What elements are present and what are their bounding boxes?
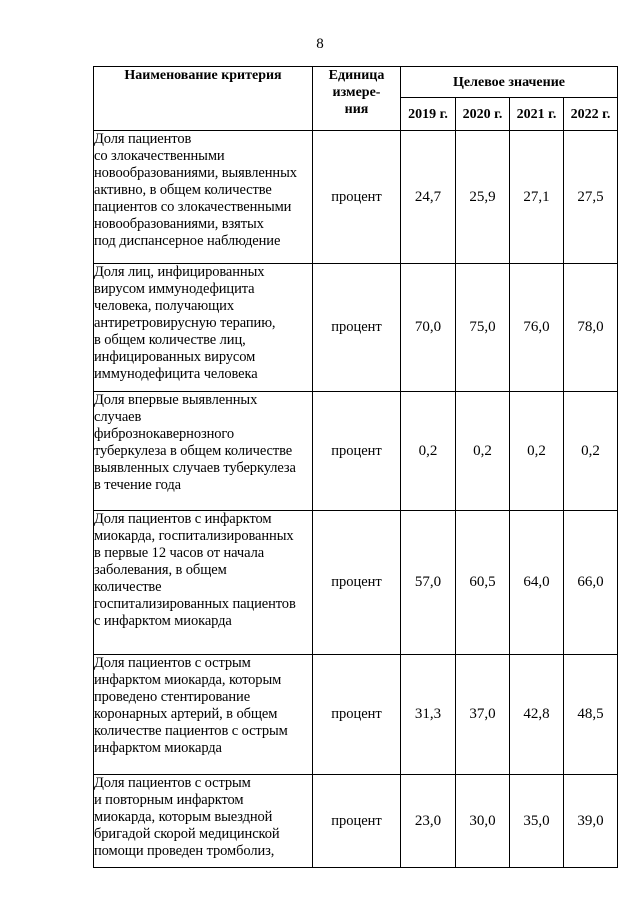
- criterion-line: проведено стентирование: [94, 689, 251, 705]
- criterion-line: миокарда, которым выездной: [94, 809, 273, 825]
- criterion-line: Доля лиц, инфицированных: [94, 264, 265, 280]
- value-cell: 66,0: [564, 511, 618, 655]
- criterion-line: активно, в общем количестве: [94, 182, 272, 198]
- value-cell: 25,9: [456, 131, 510, 264]
- value-cell: 70,0: [401, 264, 456, 392]
- criterion-line: в течение года: [94, 477, 182, 493]
- value-cell: 24,7: [401, 131, 456, 264]
- criterion-line: инфарктом миокарда, которым: [94, 672, 282, 688]
- value-cell: 0,2: [401, 392, 456, 511]
- unit-cell: процент: [313, 775, 401, 868]
- criterion-line: фибрознокавернозного: [94, 426, 235, 442]
- table-row: [94, 655, 618, 775]
- criterion-line: Доля пациентов: [94, 131, 192, 147]
- criterion-line: новообразованиями, выявленных: [94, 165, 297, 181]
- header-unit: [313, 67, 401, 131]
- header-unit-line: ния: [344, 102, 369, 117]
- value-cell: 27,5: [564, 131, 618, 264]
- table-row: [94, 775, 618, 868]
- criterion-line: человека, получающих: [94, 298, 234, 314]
- unit-cell: процент: [313, 131, 401, 264]
- criterion-line: новообразованиями, взятых: [94, 216, 264, 232]
- unit-cell: процент: [313, 655, 401, 775]
- value-cell: 0,2: [456, 392, 510, 511]
- criterion-line: пациентов со злокачественными: [94, 199, 292, 215]
- criterion-line: в общем количестве лиц,: [94, 332, 246, 348]
- value-cell: 31,3: [401, 655, 456, 775]
- header-year: 2022 г.: [564, 98, 618, 131]
- criterion-line: и повторным инфарктом: [94, 792, 244, 808]
- criterion-line: помощи проведен тромболиз,: [94, 843, 275, 859]
- criterion-line: госпитализированных пациентов: [94, 596, 296, 612]
- criterion-line: со злокачественными: [94, 148, 225, 164]
- criterion-line: туберкулеза в общем количестве: [94, 443, 293, 459]
- unit-cell: процент: [313, 264, 401, 392]
- value-cell: 48,5: [564, 655, 618, 775]
- header-year: 2020 г.: [456, 98, 510, 131]
- header-year: 2021 г.: [510, 98, 564, 131]
- criterion-line: Доля пациентов с острым: [94, 655, 251, 671]
- value-cell: 27,1: [510, 131, 564, 264]
- criterion-line: иммунодефицита человека: [94, 366, 258, 382]
- criteria-table: [93, 66, 618, 868]
- header-criterion-name: Наименование критерия: [94, 67, 313, 131]
- value-cell: 57,0: [401, 511, 456, 655]
- page-number: 8: [316, 36, 324, 52]
- value-cell: 78,0: [564, 264, 618, 392]
- header-row: [94, 67, 618, 98]
- criterion-name: [94, 392, 313, 511]
- value-cell: 39,0: [564, 775, 618, 868]
- value-cell: 0,2: [564, 392, 618, 511]
- criterion-name: [94, 775, 313, 868]
- criterion-line: под диспансерное наблюдение: [94, 233, 281, 249]
- unit-cell: процент: [313, 511, 401, 655]
- table-row: [94, 264, 618, 392]
- header-year: 2019 г.: [401, 98, 456, 131]
- criterion-line: заболевания, в общем: [94, 562, 227, 578]
- header-unit-line: Единица: [328, 68, 385, 83]
- value-cell: 23,0: [401, 775, 456, 868]
- value-cell: 42,8: [510, 655, 564, 775]
- criterion-line: вирусом иммунодефицита: [94, 281, 255, 297]
- value-cell: 64,0: [510, 511, 564, 655]
- criterion-line: с инфарктом миокарда: [94, 613, 232, 629]
- criterion-name: [94, 511, 313, 655]
- criterion-line: Доля пациентов с инфарктом: [94, 511, 272, 527]
- criterion-line: антиретровирусную терапию,: [94, 315, 276, 331]
- criterion-line: случаев: [94, 409, 142, 425]
- value-cell: 76,0: [510, 264, 564, 392]
- table-row: [94, 392, 618, 511]
- criterion-line: выявленных случаев туберкулеза: [94, 460, 296, 476]
- value-cell: 35,0: [510, 775, 564, 868]
- criterion-name: [94, 131, 313, 264]
- criterion-line: количестве: [94, 579, 162, 595]
- value-cell: 75,0: [456, 264, 510, 392]
- criterion-name: [94, 655, 313, 775]
- criterion-line: Доля пациентов с острым: [94, 775, 251, 791]
- criterion-line: коронарных артерий, в общем: [94, 706, 278, 722]
- criterion-line: Доля впервые выявленных: [94, 392, 258, 408]
- value-cell: 30,0: [456, 775, 510, 868]
- criterion-line: количестве пациентов с острым: [94, 723, 288, 739]
- unit-cell: процент: [313, 392, 401, 511]
- value-cell: 0,2: [510, 392, 564, 511]
- criterion-line: бригадой скорой медицинской: [94, 826, 280, 842]
- header-target-value: Целевое значение: [401, 67, 618, 98]
- header-unit-line: измере-: [332, 85, 381, 100]
- criterion-line: инфарктом миокарда: [94, 740, 222, 756]
- value-cell: 37,0: [456, 655, 510, 775]
- criterion-line: миокарда, госпитализированных: [94, 528, 294, 544]
- table-row: [94, 511, 618, 655]
- criterion-line: инфицированных вирусом: [94, 349, 256, 365]
- criterion-name: [94, 264, 313, 392]
- criterion-line: в первые 12 часов от начала: [94, 545, 265, 561]
- table-row: [94, 131, 618, 264]
- value-cell: 60,5: [456, 511, 510, 655]
